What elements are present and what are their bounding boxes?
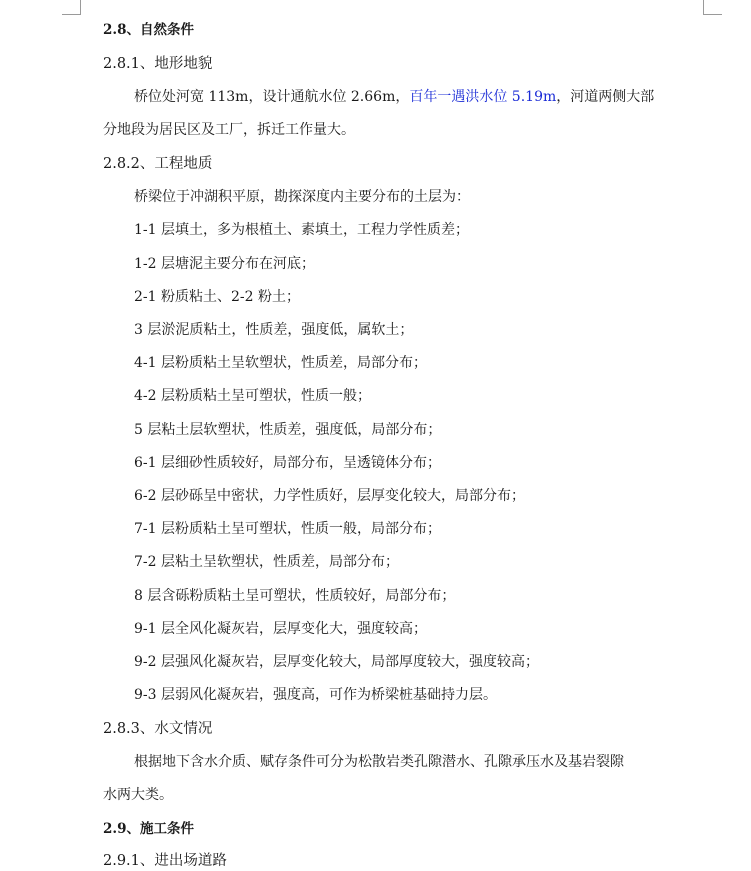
soil-layer-item: 3 层淤泥质粘土，性质差，强度低，属软土；	[134, 322, 414, 338]
hydrology-paragraph-line-1: 根据地下含水介质、赋存条件可分为松散岩类孔隙潜水、孔隙承压水及基岩裂隙	[134, 754, 624, 770]
page-corner-mark-top-left	[62, 0, 81, 15]
soil-layer-item: 9-3 层弱风化凝灰岩，强度高，可作为桥梁桩基础持力层。	[134, 687, 497, 703]
terrain-text-c: ，河道两侧大部	[556, 89, 655, 105]
soil-layer-item: 4-2 层粉质粘土呈可塑状，性质一般；	[134, 388, 371, 404]
section-2-8-3-heading: 2.8.3、水文情况	[103, 721, 213, 737]
section-2-9-heading: 2.9、施工条件	[103, 821, 194, 837]
soil-layer-item: 6-1 层细砂性质较好，局部分布，呈透镜体分布；	[134, 455, 441, 471]
page-corner-mark-top-right	[703, 0, 722, 15]
terrain-text-a: 桥位处河宽 113m，设计通航水位 2.66m，	[134, 89, 410, 105]
soil-layer-item: 1-1 层填土，多为根植土、素填土，工程力学性质差；	[134, 222, 469, 238]
soil-layer-item: 9-2 层强风化凝灰岩，层厚变化较大，局部厚度较大，强度较高；	[134, 654, 539, 670]
hydrology-paragraph-line-2: 水两大类。	[103, 787, 173, 803]
section-2-9-1-heading: 2.9.1、进出场道路	[103, 853, 227, 869]
terrain-paragraph-line-2: 分地段为居民区及工厂，拆迁工作量大。	[103, 122, 355, 138]
soil-layer-item: 8 层含砾粉质粘土呈可塑状，性质较好，局部分布；	[134, 588, 456, 604]
section-2-8-1-heading: 2.8.1、地形地貌	[103, 56, 213, 72]
soil-layer-item: 9-1 层全风化凝灰岩，层厚变化大，强度较高；	[134, 621, 427, 637]
soil-layer-item: 4-1 层粉质粘土呈软塑状，性质差，局部分布；	[134, 355, 427, 371]
section-2-8-2-heading: 2.8.2、工程地质	[103, 156, 213, 172]
soil-layer-item: 1-2 层塘泥主要分布在河底；	[134, 256, 315, 272]
geology-intro: 桥梁位于冲湖积平原，勘探深度内主要分布的土层为：	[134, 189, 470, 205]
section-2-8-heading: 2.8、自然条件	[103, 22, 194, 38]
terrain-paragraph-line-1	[134, 87, 654, 107]
soil-layer-item: 7-1 层粉质粘土呈可塑状，性质一般，局部分布；	[134, 521, 441, 537]
flood-level-highlight: 百年一遇洪水位 5.19m	[409, 89, 557, 105]
soil-layer-item: 2-1 粉质粘土、2-2 粉土；	[134, 289, 300, 305]
soil-layer-item: 6-2 层砂砾呈中密状，力学性质好，层厚变化较大，局部分布；	[134, 488, 525, 504]
soil-layer-item: 7-2 层粘土呈软塑状，性质差，局部分布；	[134, 554, 399, 570]
soil-layer-item: 5 层粘土层软塑状，性质差，强度低，局部分布；	[134, 422, 442, 438]
